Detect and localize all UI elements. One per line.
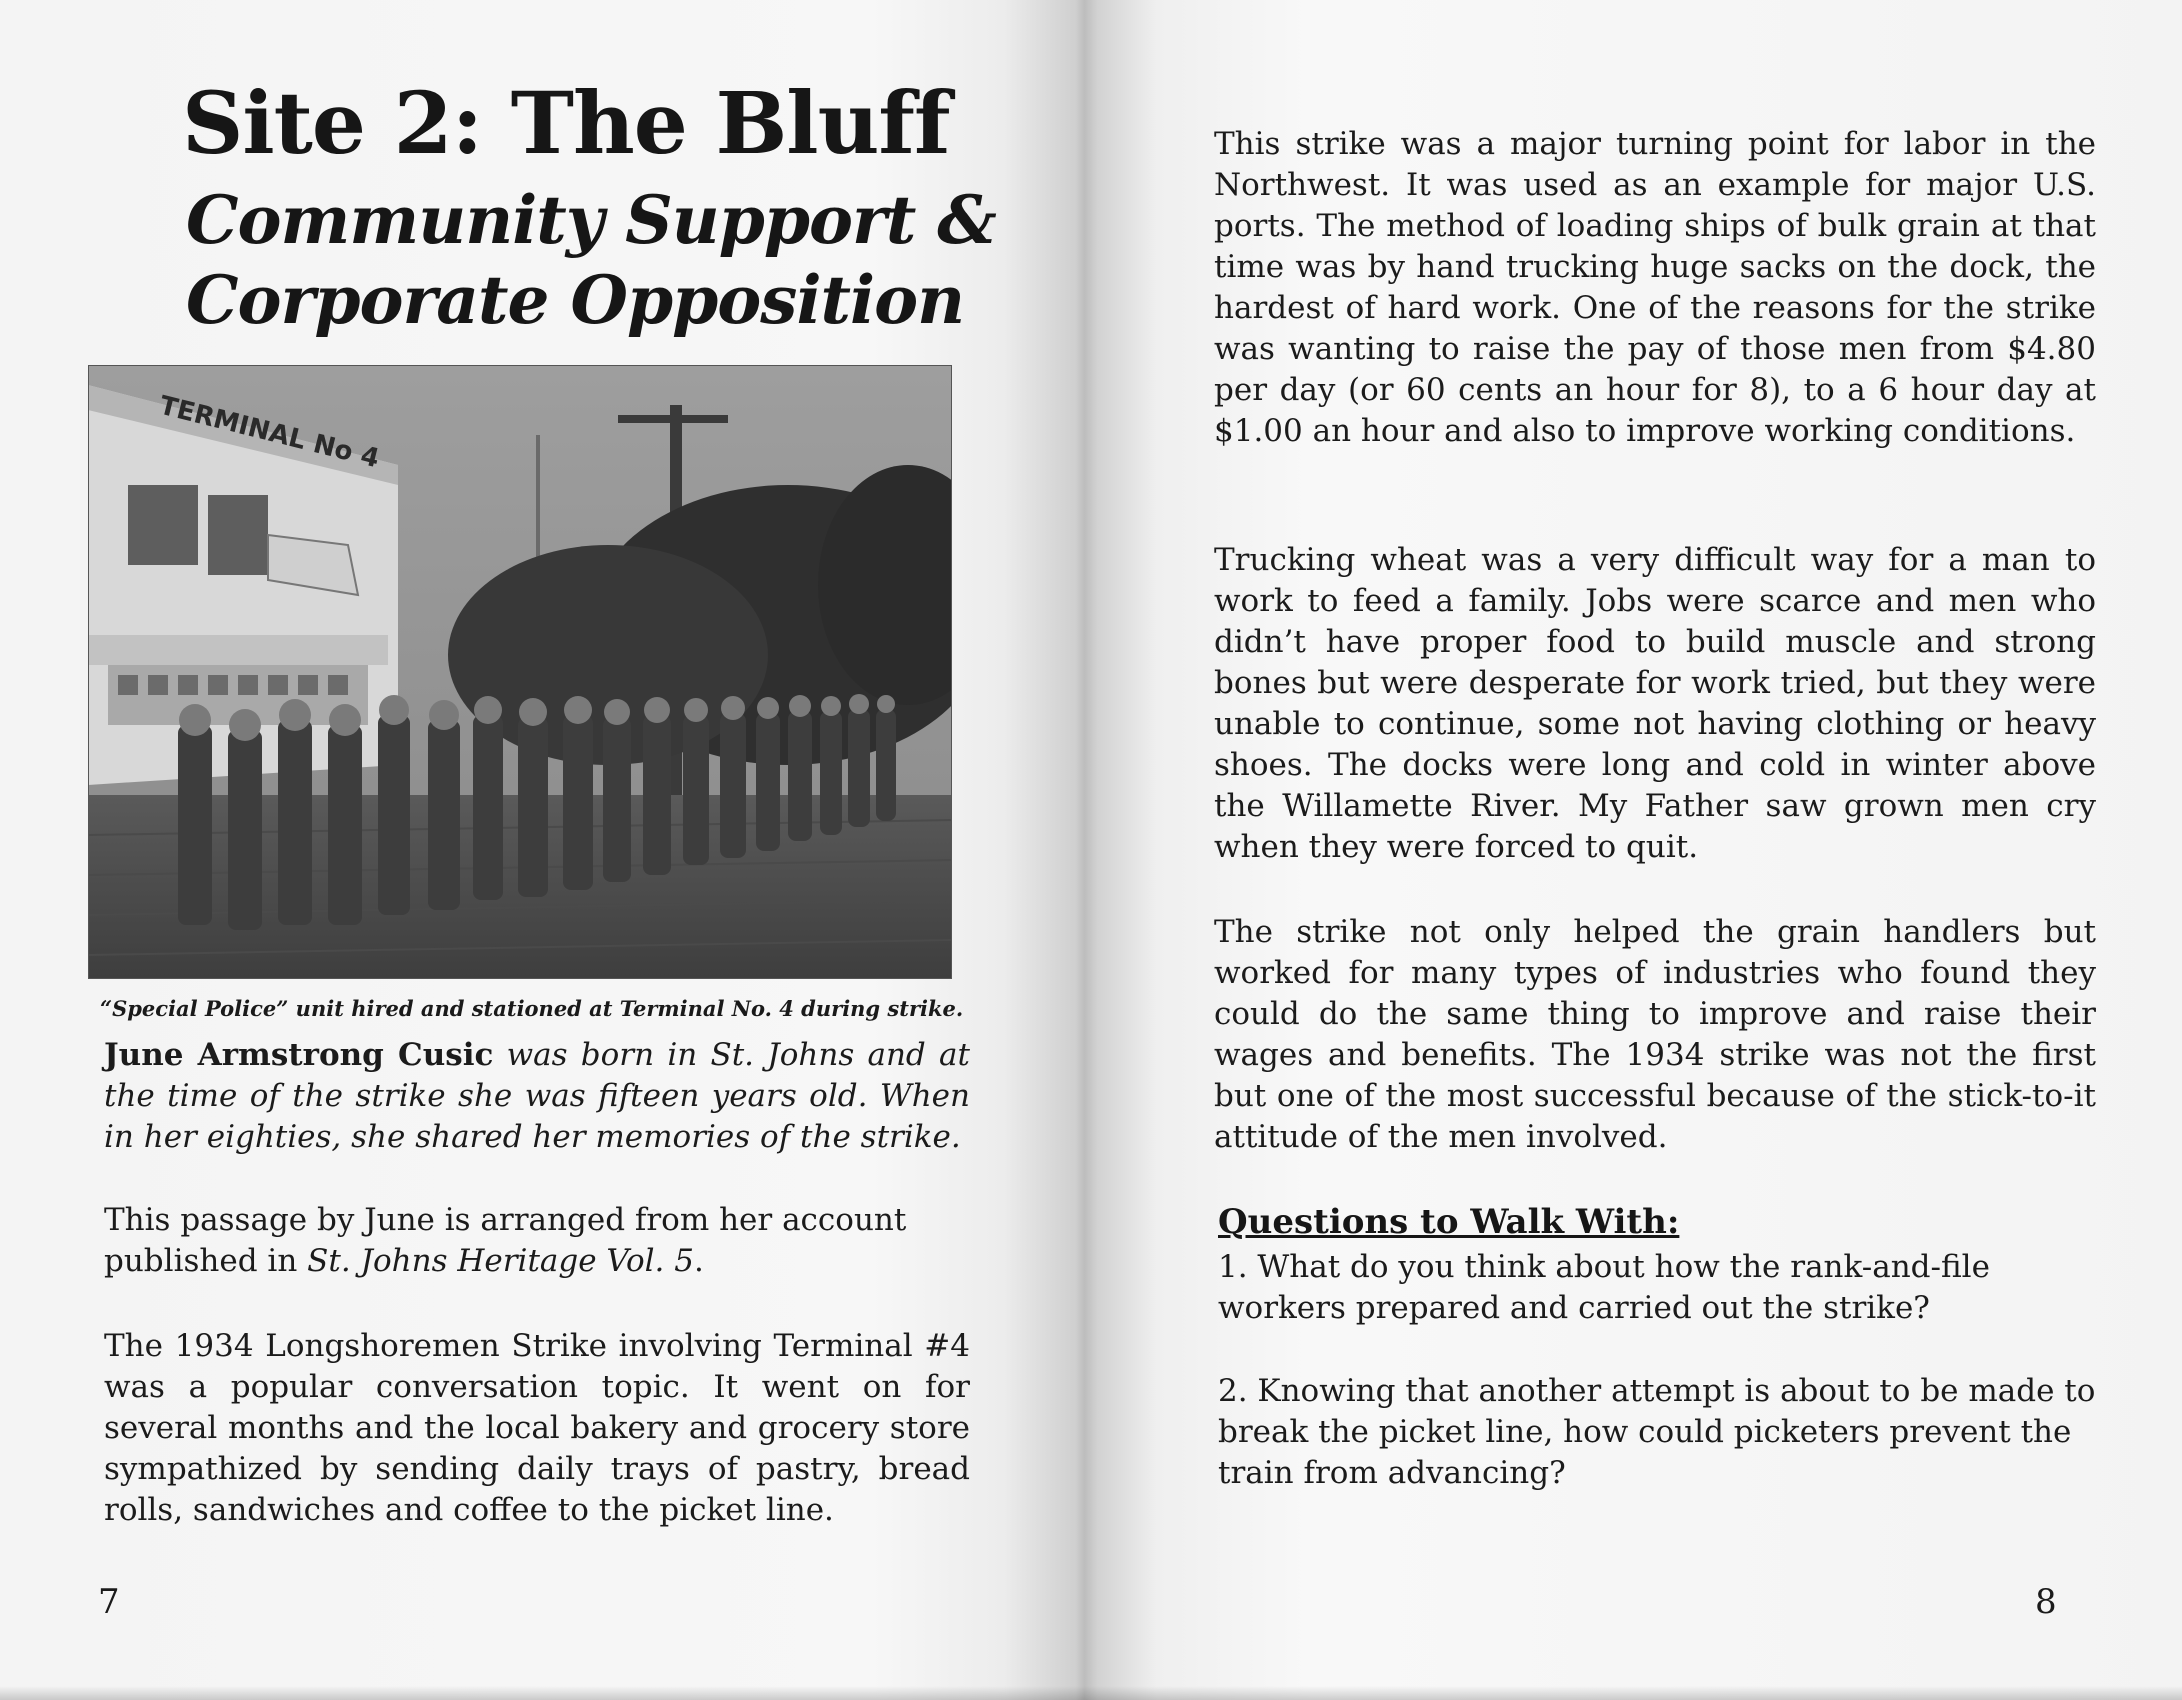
source-end: .	[693, 1243, 704, 1279]
strike-impact-paragraph: The strike not only helped the grain handlers but worked for many types of industries who found they could do the same thing to improve and raise their wages and benefits. The 1934 strike was not the first but one of the most successful because of the stick-to-it attitude of the men involved.	[1214, 914, 2096, 1155]
site-title: Site 2: The Bluff	[182, 74, 950, 174]
questions-heading: Questions to Walk With:	[1218, 1202, 1680, 1242]
strike-paragraph: The 1934 Longshoremen Strike involving Terminal #4 was a popular conversation topic. It went on for several months and the local bakery and grocery store sympathized by sending daily trays of pastry, bread rolls, sandwiches and coffee to the picket line.	[104, 1328, 970, 1528]
historical-photo	[88, 365, 952, 979]
question-1: 1. What do you think about how the rank-and-file workers prepared and carried out the strike?	[1218, 1249, 1990, 1326]
page-number-right: 8	[2035, 1582, 2057, 1622]
source-paragraph	[104, 1200, 970, 1282]
terminal-sign: TERMINAL No 4	[156, 390, 383, 475]
left-page	[0, 0, 1085, 1700]
photo-caption: “Special Police” unit hired and stationed at Terminal No. 4 during strike.	[100, 996, 964, 1021]
subtitle-line-2: Corporate Opposition	[186, 261, 965, 339]
intro-paragraph	[104, 1035, 970, 1158]
trucking-wheat-paragraph: Trucking wheat was a very difficult way for a man to work to feed a family. Jobs were scarce and men who didn’t have proper food to build muscle and strong bones but were desperate for work tried, but they were unable to continue, some not having clothing or heavy shoes. The docks were long and cold in winter above the Willamette River. My Father saw grown men cry when they were forced to quit.	[1214, 542, 2096, 865]
section-subtitle	[186, 180, 996, 340]
page-number-left: 7	[98, 1582, 120, 1622]
intro-text: was born in St. Johns and at the time of the strike she was fifteen years old. When in her eighties, she shared her memories of the strike.	[104, 1037, 970, 1155]
source-title: St. Johns Heritage Vol. 5	[307, 1243, 694, 1279]
subtitle-line-1: Community Support &	[186, 181, 996, 259]
question-2: 2. Knowing that another attempt is about to be made to break the picket line, how could picketers prevent the train from advancing?	[1218, 1373, 2096, 1491]
page-bottom-shadow	[0, 1686, 2182, 1700]
turning-point-paragraph: This strike was a major turning point for labor in the Northwest. It was used as an example for major U.S. ports. The method of loading ships of bulk grain at that time was by hand trucking huge sacks on the dock, the hardest of hard work. One of the reasons for the strike was wanting to raise the pay of those men from $4.80 per day (or 60 cents an hour for 8), to a 6 hour day at $1.00 an hour and also to improve working conditions.	[1214, 126, 2096, 449]
intro-name: June Armstrong Cusic	[104, 1037, 494, 1073]
source-text: This passage by June is arranged from her account published in	[104, 1202, 907, 1279]
terminal-special-police-photo	[88, 365, 952, 979]
